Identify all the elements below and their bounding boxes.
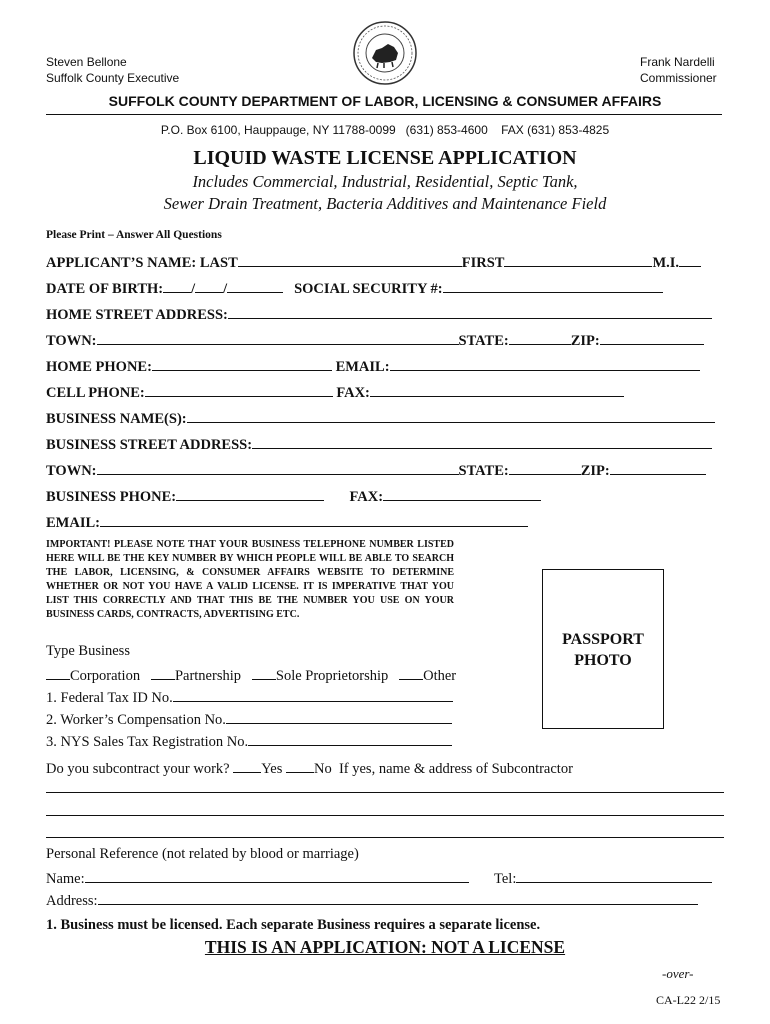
commissioner-title: Commissioner: [640, 71, 717, 85]
corporation-label: Corporation: [70, 668, 141, 684]
form-subtitle-1: Includes Commercial, Industrial, Residential, Septic Tank,: [192, 172, 578, 191]
nys-sales-tax-row: [46, 731, 452, 751]
over-indicator: -over-: [662, 966, 694, 981]
business-phone-label: BUSINESS PHONE:: [46, 489, 177, 505]
home-phone-field[interactable]: [152, 356, 332, 371]
home-town-row: [46, 330, 704, 350]
nys-sales-tax-field[interactable]: [248, 731, 452, 746]
workers-comp-row: [46, 709, 452, 729]
subcontract-note: If yes, name & address of Subcontractor: [338, 761, 573, 777]
business-phone-field[interactable]: [176, 486, 324, 501]
business-fax-label: FAX:: [349, 489, 384, 505]
applicant-name-row: [46, 252, 701, 272]
applicant-first-label: FIRST: [461, 255, 505, 271]
dob-label: DATE OF BIRTH:: [46, 281, 164, 297]
applicant-last-label: APPLICANT’S NAME: LAST: [46, 255, 238, 271]
workers-comp-label: 2. Worker’s Compensation No.: [46, 712, 226, 728]
corporation-checkbox[interactable]: [46, 665, 70, 680]
subcontract-row: [46, 758, 573, 778]
business-names-label: BUSINESS NAME(S):: [46, 411, 187, 427]
executive-block: [46, 54, 179, 86]
subcontractor-line-3[interactable]: [46, 837, 724, 838]
applicant-mi-label: M.I.: [652, 255, 680, 271]
reference-tel-label: Tel:: [494, 871, 517, 887]
dob-month-field[interactable]: [163, 278, 191, 293]
home-street-row: [46, 304, 712, 324]
reference-address-label: Address:: [46, 893, 98, 909]
workers-comp-field[interactable]: [226, 709, 452, 724]
applicant-mi-field[interactable]: [679, 252, 701, 267]
other-checkbox[interactable]: [399, 665, 423, 680]
passport-photo-label: [543, 629, 663, 671]
other-label: Other: [423, 668, 457, 684]
business-zip-label: ZIP:: [580, 463, 610, 479]
department-name: SUFFOLK COUNTY DEPARTMENT OF LABOR, LICENSING & CONSUMER AFFAIRS: [108, 93, 662, 109]
business-town-label: TOWN:: [46, 463, 97, 479]
fax-field[interactable]: [370, 382, 624, 397]
business-names-field[interactable]: [187, 408, 715, 423]
header-divider: [46, 114, 722, 115]
passport-photo-box[interactable]: [542, 569, 664, 729]
important-note: IMPORTANT! PLEASE NOTE THAT YOUR BUSINESS TELEPHONE NUMBER LISTED HERE WILL BE THE KEY NUMBER BY WHICH PEOPLE WILL BE ABLE TO SEARCH THE LABOR, LICENSING, & CONSUMER AFFAIRS WEBSITE TO DETERMINE WHETHER OR NOT YOU HAVE A VALID LICENSE. IT IS IMPERATIVE THAT YOU LIST THIS CORRECTLY AND THAT THIS BE THE NUMBER YOU USE ON YOUR BUSINESS CARDS, CONTRACTS, ADVERTISING ETC.: [46, 539, 454, 620]
county-seal-icon: [352, 20, 418, 86]
subcontract-yes-label: Yes: [261, 761, 283, 777]
sole-proprietorship-checkbox[interactable]: [252, 665, 276, 680]
partnership-checkbox[interactable]: [151, 665, 175, 680]
business-town-row: [46, 460, 706, 480]
reference-address-row: [46, 890, 698, 910]
partnership-label: Partnership: [174, 668, 241, 684]
commissioner-block: [640, 54, 717, 86]
applicant-first-field[interactable]: [504, 252, 652, 267]
executive-title: Suffolk County Executive: [46, 71, 180, 85]
ssn-field[interactable]: [443, 278, 663, 293]
ssn-label: SOCIAL SECURITY #:: [294, 281, 443, 297]
business-fax-field[interactable]: [383, 486, 541, 501]
commissioner-name: Frank Nardelli: [640, 55, 715, 69]
form-subtitle-2: Sewer Drain Treatment, Bacteria Additives and Maintenance Field: [163, 194, 607, 213]
dob-row: [46, 278, 663, 298]
email-field[interactable]: [390, 356, 700, 371]
business-street-label: BUSINESS STREET ADDRESS:: [46, 437, 253, 453]
reference-tel-field[interactable]: [516, 868, 712, 883]
passport-label-line-1: PASSPORT: [562, 631, 644, 648]
home-zip-field[interactable]: [600, 330, 704, 345]
home-state-field[interactable]: [509, 330, 571, 345]
form-title: LIQUID WASTE LICENSE APPLICATION: [193, 147, 577, 169]
dob-slash-2: /: [223, 281, 228, 297]
dob-slash-1: /: [191, 281, 196, 297]
applicant-last-field[interactable]: [238, 252, 462, 267]
business-email-field[interactable]: [100, 512, 528, 527]
sole-proprietorship-label: Sole Proprietorship: [275, 668, 389, 684]
business-email-row: [46, 512, 528, 532]
cell-phone-field[interactable]: [145, 382, 333, 397]
reference-name-label: Name:: [46, 871, 85, 887]
licensing-notice: 1. Business must be licensed. Each separate Business requires a separate license.: [46, 917, 541, 933]
subcontract-yes-checkbox[interactable]: [233, 758, 261, 773]
form-code: CA-L22 2/15: [656, 993, 721, 1007]
business-phone-row: [46, 486, 541, 506]
home-street-label: HOME STREET ADDRESS:: [46, 307, 228, 323]
subcontract-no-checkbox[interactable]: [286, 758, 314, 773]
federal-tax-row: [46, 687, 453, 707]
federal-tax-field[interactable]: [173, 687, 453, 702]
home-town-label: TOWN:: [46, 333, 97, 349]
home-street-field[interactable]: [228, 304, 712, 319]
subcontractor-line-1[interactable]: [46, 792, 724, 793]
business-email-label: EMAIL:: [46, 515, 100, 531]
executive-name: Steven Bellone: [46, 55, 127, 69]
email-label: EMAIL:: [335, 359, 390, 375]
subcontract-question: Do you subcontract your work?: [46, 761, 230, 777]
fax-label: FAX:: [336, 385, 370, 401]
home-state-label: STATE:: [458, 333, 509, 349]
home-phone-row: [46, 356, 700, 376]
instruction: Please Print – Answer All Questions: [46, 229, 222, 241]
business-street-row: [46, 434, 712, 454]
nys-sales-tax-label: 3. NYS Sales Tax Registration No.: [46, 734, 249, 750]
home-phone-label: HOME PHONE:: [46, 359, 152, 375]
home-zip-label: ZIP:: [570, 333, 600, 349]
dob-year-field[interactable]: [227, 278, 283, 293]
reference-label: Personal Reference (not related by blood or marriage): [46, 846, 359, 862]
business-state-field[interactable]: [509, 460, 581, 475]
reference-name-field[interactable]: [85, 868, 469, 883]
federal-tax-label: 1. Federal Tax ID No.: [46, 690, 173, 706]
reference-name-row: [46, 868, 712, 888]
reference-address-field[interactable]: [98, 890, 698, 905]
department-address: P.O. Box 6100, Hauppauge, NY 11788-0099 (631) 853-4600 FAX (631) 853-4825: [160, 123, 610, 137]
type-business-label: Type Business: [46, 643, 130, 659]
dob-day-field[interactable]: [195, 278, 223, 293]
type-business-options: [46, 665, 456, 685]
business-zip-field[interactable]: [610, 460, 706, 475]
business-street-field[interactable]: [252, 434, 712, 449]
subcontractor-line-2[interactable]: [46, 815, 724, 816]
home-town-field[interactable]: [97, 330, 459, 345]
application-notice: THIS IS AN APPLICATION: NOT A LICENSE: [204, 937, 566, 957]
subcontract-no-label: No: [313, 761, 332, 777]
passport-label-line-2: PHOTO: [574, 652, 632, 669]
business-names-row: [46, 408, 715, 428]
cell-phone-row: [46, 382, 624, 402]
business-town-field[interactable]: [97, 460, 459, 475]
cell-phone-label: CELL PHONE:: [46, 385, 145, 401]
business-state-label: STATE:: [458, 463, 509, 479]
